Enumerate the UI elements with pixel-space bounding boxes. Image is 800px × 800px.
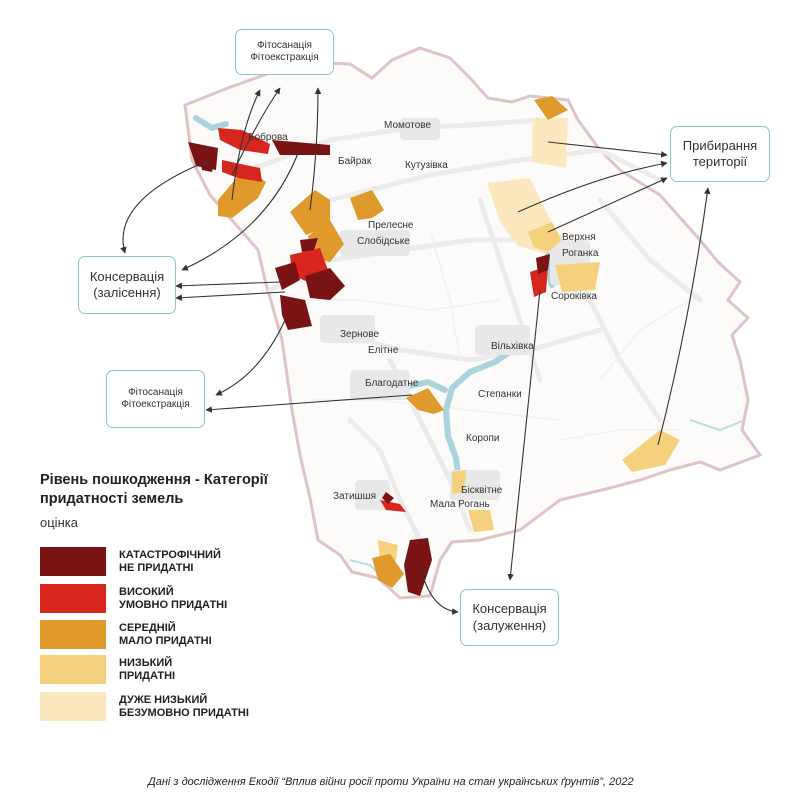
legend-text-high — [119, 586, 227, 612]
legend-very-low-line1: ДУЖЕ НИЗЬКИЙ — [119, 693, 208, 706]
legend-item-catastrophic — [40, 547, 221, 576]
box-cleanup-line1: Прибирання — [682, 137, 758, 153]
legend-title: Рівень пошкодження - Категорії придатності земель — [40, 472, 268, 507]
box-conservation-grass-line1: Консервація — [472, 601, 547, 617]
box-conservation-forest-line1: Консервація — [89, 268, 165, 284]
legend-swatch-high — [40, 584, 106, 613]
label-elitne: Елітне — [368, 345, 399, 356]
legend-subtitle: оцінка — [40, 515, 78, 530]
box-phytoremediation-top-line1: Фітосанація — [257, 39, 312, 51]
box-phytoremediation-mid-line1: Фітосанація — [128, 386, 183, 398]
legend-text-medium — [119, 622, 212, 648]
label-zatyshshia: Затишшя — [333, 491, 377, 502]
legend-medium-line1: СЕРЕДНІЙ — [119, 621, 176, 634]
legend-high-line1: ВИСОКИЙ — [119, 585, 174, 598]
legend-swatch-low — [40, 655, 106, 684]
legend-item-medium — [40, 620, 212, 649]
box-cleanup-line2: території — [692, 154, 748, 169]
label-rohanka: Роганка — [562, 248, 599, 259]
box-conservation-forest-line2: (залісення) — [93, 285, 161, 300]
label-sorokivka: Сороківка — [551, 291, 597, 302]
legend-text-very-low — [119, 694, 249, 720]
label-bairak: Байрак — [338, 156, 372, 167]
label-blahodatne: Благодатне — [365, 378, 419, 389]
label-momotove: Момотове — [384, 120, 432, 131]
box-conservation-grass — [460, 589, 559, 646]
label-mala-rohan: Мала Рогань — [430, 499, 490, 510]
arrow-to-phyto-mid-1 — [216, 320, 285, 395]
legend-item-low — [40, 655, 175, 684]
label-stepanky: Степанки — [478, 389, 522, 400]
label-bobrova: Боброва — [248, 132, 288, 143]
box-phytoremediation-top — [235, 29, 334, 75]
legend-swatch-medium — [40, 620, 106, 649]
source-note: Дані з дослідження Екодії “Вплив війни росії проти України на стан українських ґрунтів”, 2022 — [148, 776, 634, 788]
label-koropy: Коропи — [466, 433, 500, 444]
legend-very-low-line2: БЕЗУМОВНО ПРИДАТНІ — [119, 706, 249, 719]
label-biskvitne: Бісквітне — [461, 485, 503, 496]
label-prelesne: Прелесне — [368, 220, 414, 231]
box-phytoremediation-top-line2: Фітоекстракція — [250, 52, 319, 63]
legend-high-line2: УМОВНО ПРИДАТНІ — [119, 598, 228, 611]
box-conservation-grass-line2: (залуження) — [472, 617, 547, 633]
legend-text-catastrophic — [119, 549, 221, 575]
legend-item-high — [40, 584, 227, 613]
legend-catastrophic-line1: КАТАСТРОФІЧНИЙ — [119, 548, 221, 561]
arrow-to-conservation-forest-1 — [123, 160, 210, 253]
box-cleanup — [670, 126, 770, 182]
label-zernove: Зернове — [340, 329, 380, 340]
legend-catastrophic-line2: НЕ ПРИДАТНІ — [119, 561, 194, 574]
arrow-to-conservation-forest-3 — [176, 282, 280, 286]
legend-low-line1: НИЗЬКИЙ — [119, 656, 173, 669]
legend-text-low — [119, 657, 175, 683]
label-vilkhivka: Вільхівка — [491, 341, 534, 352]
legend-swatch-catastrophic — [40, 547, 106, 576]
box-phytoremediation-mid-line2: Фітоекстракція — [121, 399, 190, 410]
legend-low-line2: ПРИДАТНІ — [119, 669, 176, 682]
legend-medium-line2: МАЛО ПРИДАТНІ — [119, 634, 212, 647]
label-slobidske: Слобідське — [357, 236, 410, 247]
label-verkhnia: Верхня — [562, 232, 596, 243]
label-kutuzivka: Кутузівка — [405, 160, 448, 171]
box-conservation-forest — [78, 256, 176, 314]
legend-item-very-low — [40, 692, 249, 721]
legend-swatch-very-low — [40, 692, 106, 721]
box-phytoremediation-mid — [106, 370, 205, 428]
